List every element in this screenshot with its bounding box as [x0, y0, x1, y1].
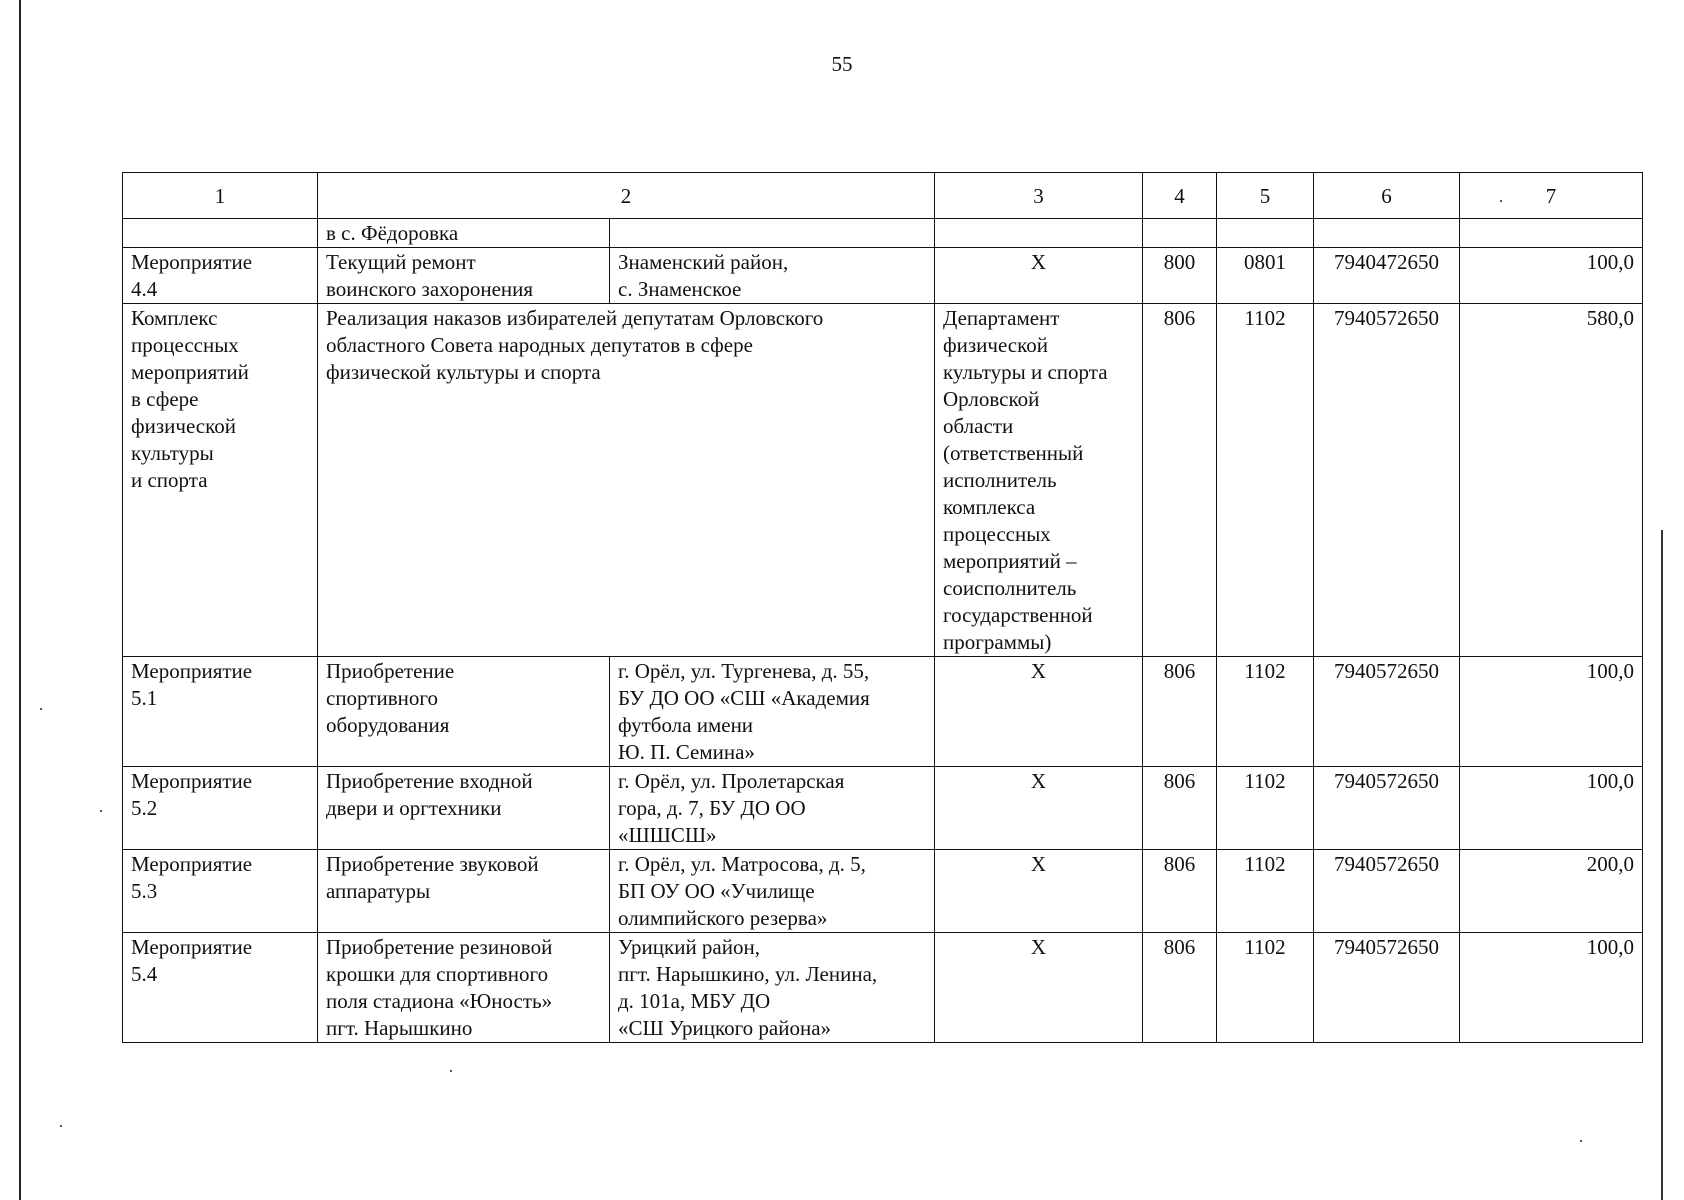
cell-grbs: 806: [1143, 657, 1217, 767]
cell-amount: 580,0: [1460, 304, 1643, 657]
header-cell-4: 4: [1143, 173, 1217, 219]
cell-executor: Х: [935, 657, 1143, 767]
budget-table: [122, 172, 1643, 1043]
scan-edge-right: [1661, 530, 1663, 1200]
cell-grbs: 806: [1143, 304, 1217, 657]
table-row: [123, 657, 1643, 767]
cell-location: Знаменский район, с. Знаменское: [610, 248, 935, 304]
cell-location: г. Орёл, ул. Тургенева, д. 55, БУ ДО ОО «СШ «Академия футбола имени Ю. П. Семина»: [610, 657, 935, 767]
cell-name: Мероприятие 5.2: [123, 767, 318, 850]
page-number: 55: [831, 52, 853, 76]
table-row: [123, 304, 1643, 657]
scan-speck: [1580, 1140, 1582, 1142]
cell-grbs: 806: [1143, 933, 1217, 1043]
cell-location: г. Орёл, ул. Матросова, д. 5, БП ОУ ОО «Училище олимпийского резерва»: [610, 850, 935, 933]
header-cell-2: 2: [318, 173, 935, 219]
cell-amount: 200,0: [1460, 850, 1643, 933]
scan-edge-left: [19, 0, 21, 1200]
scan-speck: [60, 1125, 62, 1127]
header-cell-3: 3: [935, 173, 1143, 219]
cell-name: Мероприятие 4.4: [123, 248, 318, 304]
cell-target: 7940572650: [1314, 850, 1460, 933]
scan-speck: [40, 708, 42, 710]
cell-event: Приобретение резиновой крошки для спортивного поля стадиона «Юность» пгт. Нарышкино: [318, 933, 610, 1043]
cell-target: [1314, 219, 1460, 248]
cell-amount: 100,0: [1460, 657, 1643, 767]
scan-speck: [450, 1070, 452, 1072]
cell-target: 7940472650: [1314, 248, 1460, 304]
header-cell-1: 1: [123, 173, 318, 219]
header-cell-6: 6: [1314, 173, 1460, 219]
cell-target: 7940572650: [1314, 767, 1460, 850]
header-row: [123, 173, 1643, 219]
header-cell-7: 7: [1460, 173, 1643, 219]
cell-name: Мероприятие 5.3: [123, 850, 318, 933]
cell-event: Приобретение входной двери и оргтехники: [318, 767, 610, 850]
cell-section: 1102: [1217, 304, 1314, 657]
cell-section: [1217, 219, 1314, 248]
cell-location: [610, 219, 935, 248]
cell-name: Мероприятие 5.4: [123, 933, 318, 1043]
cell-name: [123, 219, 318, 248]
cell-amount: 100,0: [1460, 248, 1643, 304]
cell-event: Реализация наказов избирателей депутатам Орловского областного Совета народных депутатов в сфере физической культуры и спорта: [318, 304, 935, 657]
scan-speck: [1500, 200, 1502, 202]
cell-amount: [1460, 219, 1643, 248]
cell-grbs: 800: [1143, 248, 1217, 304]
cell-target: 7940572650: [1314, 657, 1460, 767]
cell-section: 0801: [1217, 248, 1314, 304]
cell-grbs: 806: [1143, 850, 1217, 933]
cell-section: 1102: [1217, 933, 1314, 1043]
cell-section: 1102: [1217, 850, 1314, 933]
cell-location: Урицкий район, пгт. Нарышкино, ул. Ленина, д. 101а, МБУ ДО «СШ Урицкого района»: [610, 933, 935, 1043]
cell-executor: Х: [935, 933, 1143, 1043]
table-row: [123, 850, 1643, 933]
cell-event: Приобретение спортивного оборудования: [318, 657, 610, 767]
table-row: [123, 933, 1643, 1043]
cell-event: Текущий ремонт воинского захоронения: [318, 248, 610, 304]
cell-event: Приобретение звуковой аппаратуры: [318, 850, 610, 933]
cell-amount: 100,0: [1460, 933, 1643, 1043]
cell-name: Мероприятие 5.1: [123, 657, 318, 767]
header-cell-5: 5: [1217, 173, 1314, 219]
cell-section: 1102: [1217, 657, 1314, 767]
table-row: [123, 219, 1643, 248]
cell-amount: 100,0: [1460, 767, 1643, 850]
cell-executor: Х: [935, 767, 1143, 850]
table-row: [123, 767, 1643, 850]
cell-target: 7940572650: [1314, 304, 1460, 657]
cell-grbs: [1143, 219, 1217, 248]
cell-target: 7940572650: [1314, 933, 1460, 1043]
cell-event: в с. Фёдоровка: [318, 219, 610, 248]
scan-speck: [100, 810, 102, 812]
cell-executor: [935, 219, 1143, 248]
cell-executor: Департамент физической культуры и спорта Орловской области (ответственный исполнитель комплекса процессных мероприятий – соисполнитель государственной программы): [935, 304, 1143, 657]
cell-executor: Х: [935, 850, 1143, 933]
cell-location: г. Орёл, ул. Пролетарская гора, д. 7, БУ ДО ОО «ШШСШ»: [610, 767, 935, 850]
cell-grbs: 806: [1143, 767, 1217, 850]
cell-executor: Х: [935, 248, 1143, 304]
cell-section: 1102: [1217, 767, 1314, 850]
cell-name: Комплекс процессных мероприятий в сфере физической культуры и спорта: [123, 304, 318, 657]
table-row: [123, 248, 1643, 304]
